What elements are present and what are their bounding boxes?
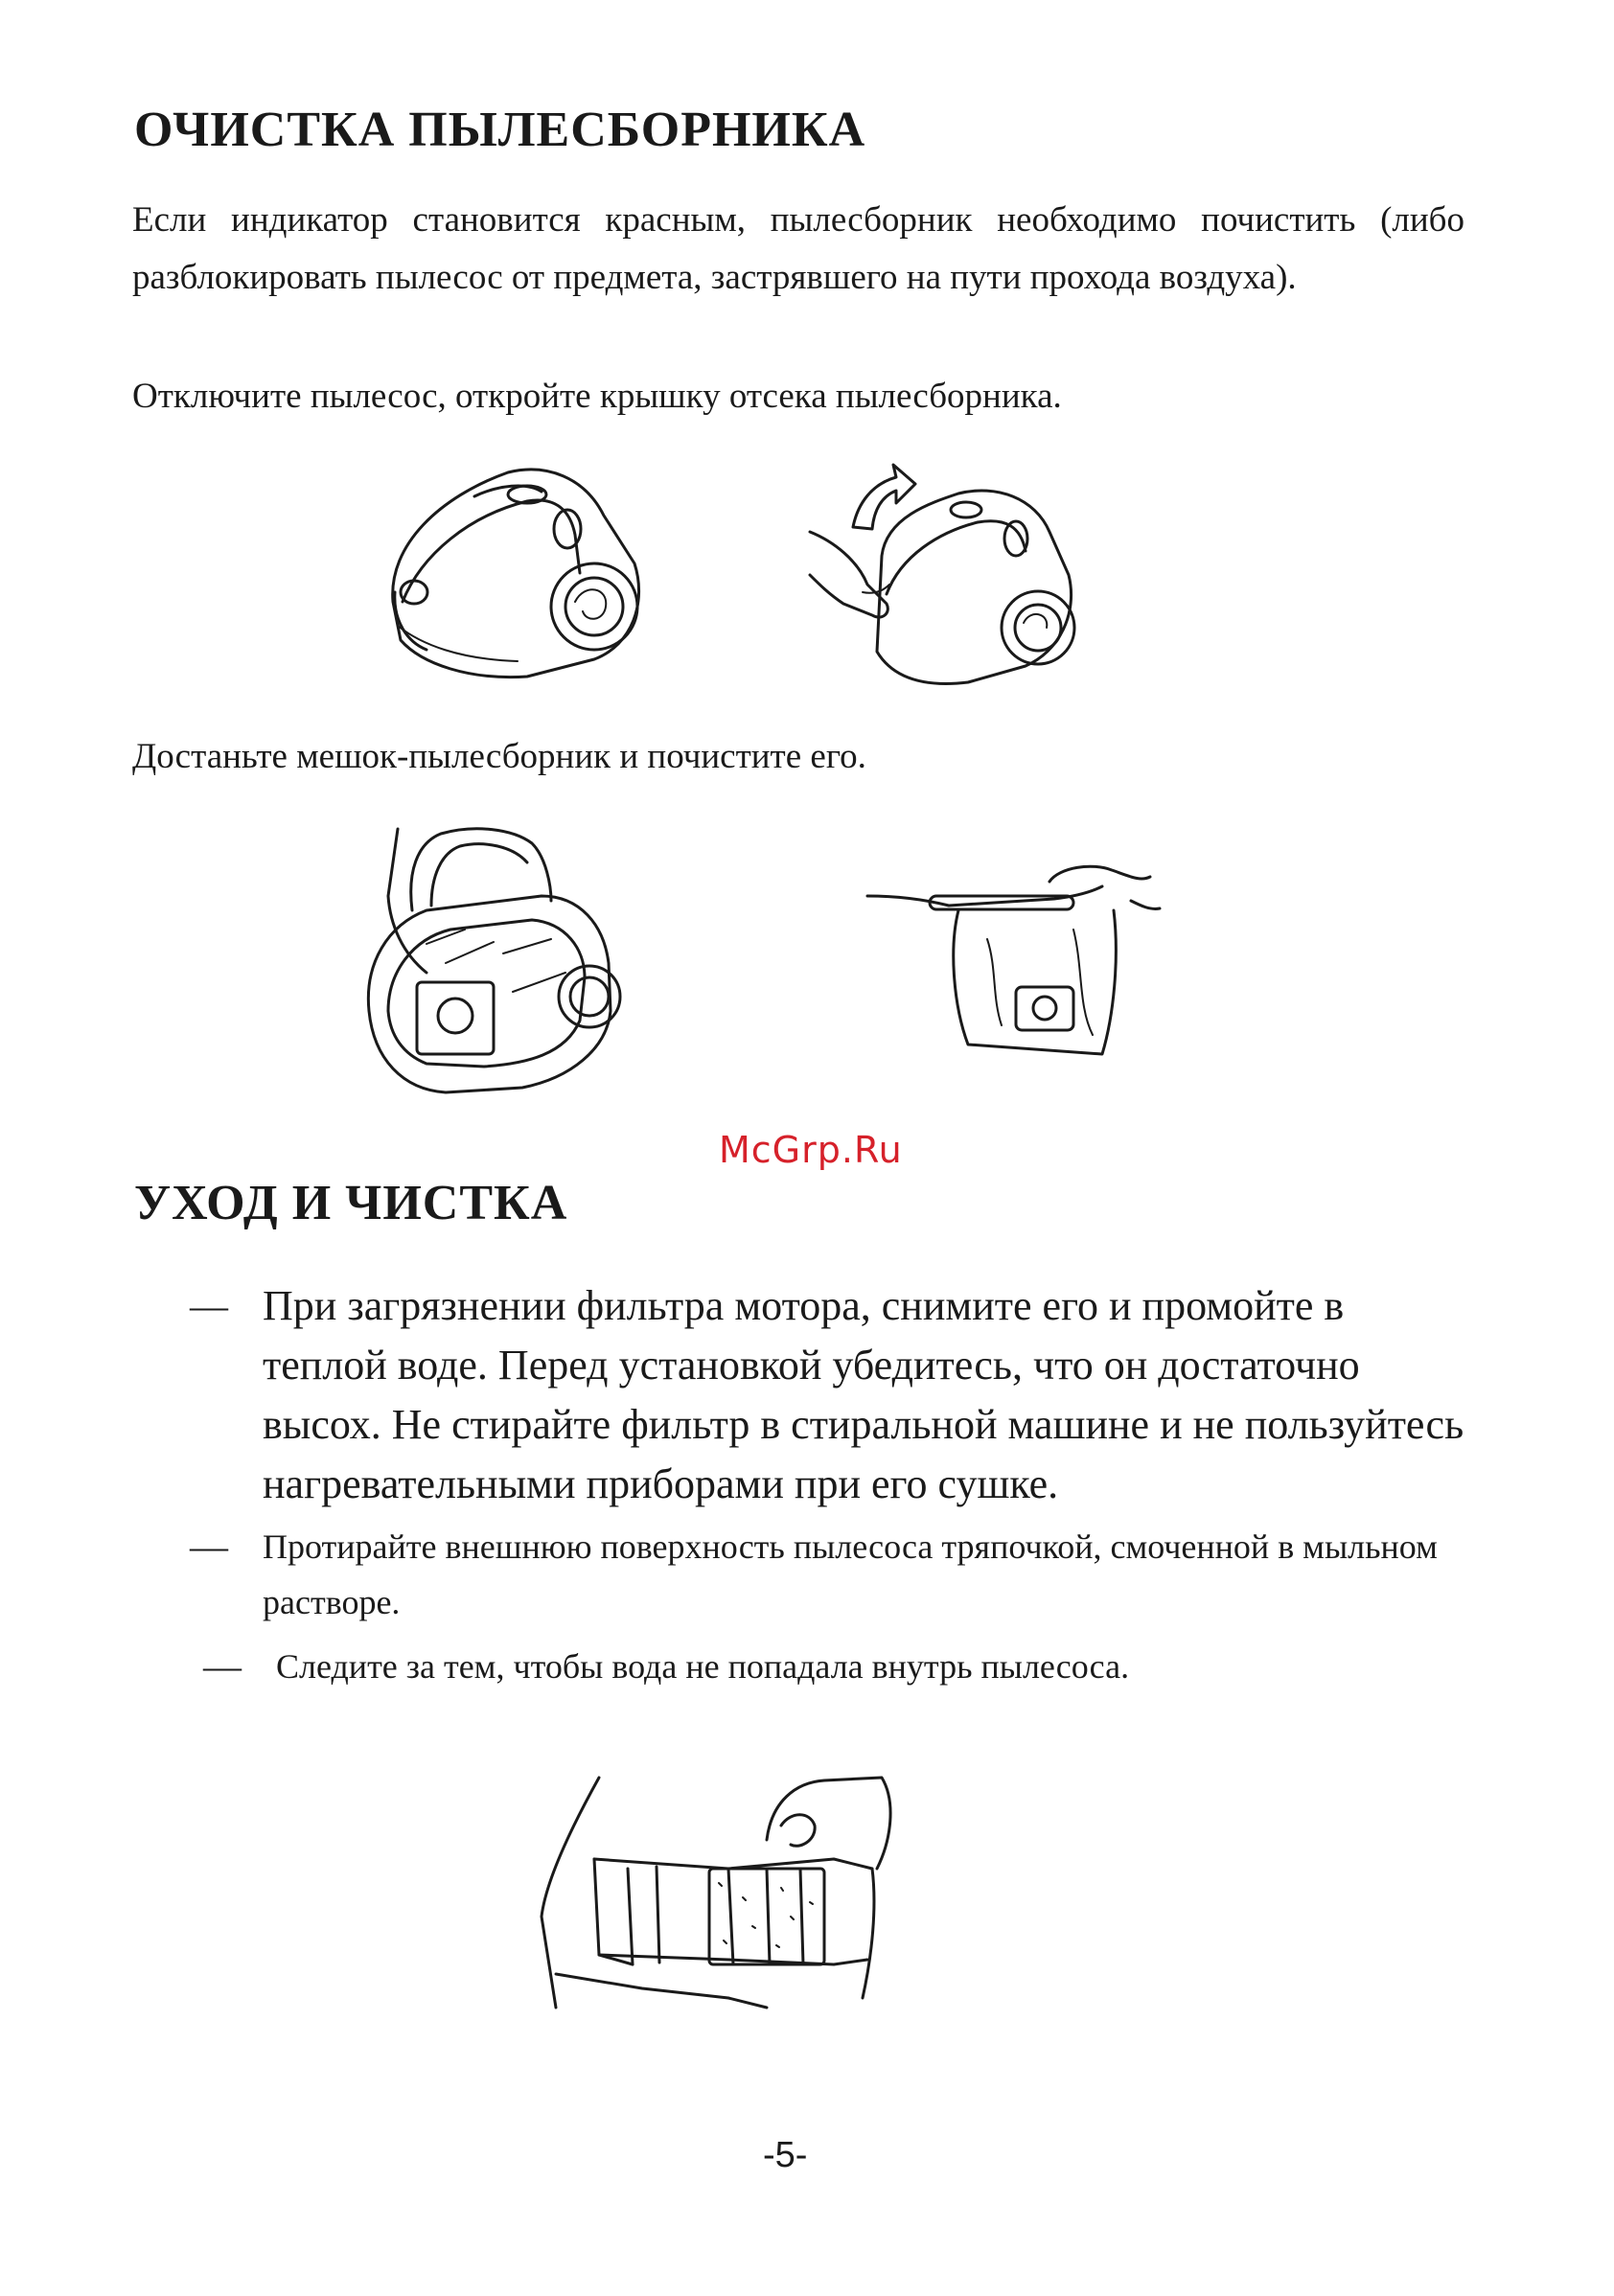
bullet-item-water bbox=[203, 1639, 1487, 1694]
vacuum-closed-illustration bbox=[383, 458, 661, 683]
remove-bag-instruction: Достаньте мешок-пылесборник и почистите его. bbox=[132, 737, 866, 776]
section-heading-care-and-cleaning: УХОД И ЧИСТКА bbox=[134, 1176, 568, 1230]
bullet-item-filter bbox=[190, 1276, 1474, 1514]
bullet-text: При загрязнении фильтра мотора, снимите его и промойте в теплой воде. Перед установкой убедитесь, что он достаточно высох. Не стирайте фильтр в стиральной машине и не пользуйтесь нагревательными приборами при его сушке. bbox=[263, 1282, 1464, 1507]
bag-cleaning-illustration bbox=[863, 862, 1169, 1073]
vacuum-opening-cover-illustration bbox=[805, 450, 1102, 695]
bullet-dash: — bbox=[203, 1644, 242, 1688]
vacuum-open-bag-illustration bbox=[359, 819, 637, 1107]
bullet-dash: — bbox=[190, 1525, 228, 1568]
bullet-text: Протирайте внешнюю поверхность пылесоса тряпочкой, смоченной в мыльном растворе. bbox=[263, 1527, 1438, 1621]
section-heading-dustbag-cleaning: ОЧИСТКА ПЫЛЕСБОРНИКА bbox=[134, 103, 866, 157]
bullet-item-wipe bbox=[190, 1519, 1474, 1630]
bullet-dash: — bbox=[190, 1284, 228, 1327]
open-cover-instruction: Отключите пылесос, откройте крышку отсека пылесборника. bbox=[132, 377, 1062, 416]
filter-removal-illustration bbox=[537, 1763, 901, 2012]
bullet-text: Следите за тем, чтобы вода не попадала внутрь пылесоса. bbox=[276, 1647, 1130, 1686]
page-number: -5- bbox=[763, 2135, 808, 2175]
indicator-paragraph: Если индикатор становится красным, пылесборник необходимо почистить (либо разблокировать пылесос от предмета, застрявшего на пути прохода воздуха). bbox=[132, 200, 1464, 297]
watermark-text: McGrp.Ru bbox=[719, 1129, 903, 1171]
